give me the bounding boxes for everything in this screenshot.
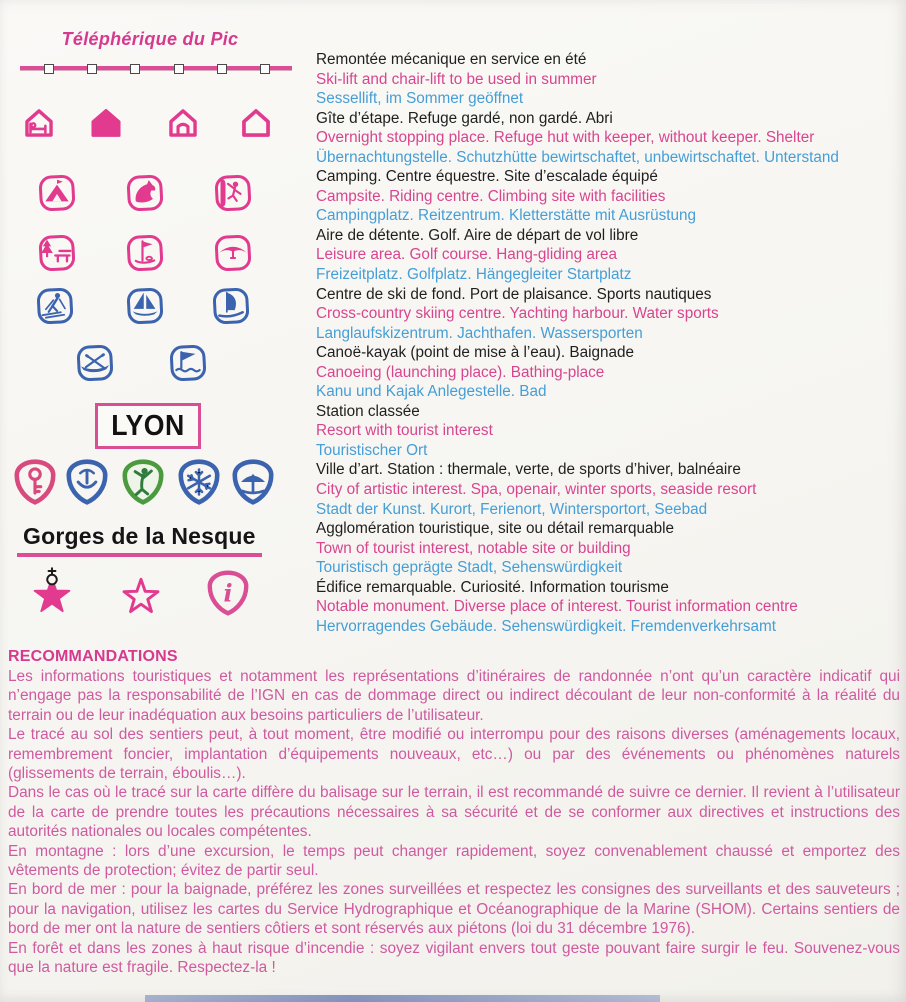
legend-line-fr: Camping. Centre équestre. Site d’escalade équipé — [316, 168, 658, 186]
legend-line-fr: Aire de détente. Golf. Aire de départ de vol libre — [316, 226, 639, 244]
legend-line-en: Canoeing (launching place). Bathing-place — [316, 363, 605, 381]
legend-line-de: Hervorragendes Gebäude. Sehenswürdigkeit. Fremdenverkehrsamt — [316, 617, 776, 635]
legend-line-fr: Ville d’art. Station : thermale, verte, de sports d’hiver, balnéaire — [316, 461, 741, 479]
legend-text-column — [316, 50, 901, 636]
golf-course-icon — [125, 232, 165, 274]
classified-resort-frame — [95, 403, 201, 449]
classified-resort-label: LYON — [111, 409, 185, 442]
scan-edge-strip — [145, 995, 660, 1002]
legend-line-de: Freizeitplatz. Golfplatz. Hängegleiter Startplatz — [316, 266, 632, 284]
svg-text:i: i — [223, 579, 233, 608]
station-verte-badge — [118, 457, 168, 507]
gite-etape-bed-house-icon — [22, 105, 56, 141]
legend-line-fr: Agglomération touristique, site ou détail remarquable — [316, 520, 674, 538]
spa-fountain-badge — [62, 457, 112, 507]
legend-line-en: Leisure area. Golf course. Hang-gliding area — [316, 246, 618, 264]
legend-line-de: Touristischer Ort — [316, 441, 428, 459]
cableway-line-icon — [20, 63, 292, 73]
legend-line-de: Campingplatz. Reitzentrum. Kletterstätte mit Ausrüstung — [316, 207, 697, 225]
cableway-pylon-icon — [174, 64, 184, 74]
hang-gliding-icon — [213, 232, 253, 274]
recommendations-paragraph: Les informations touristiques et notamment les représentations d’itinéraires de randonnée n’ont qu’un caractère indicatif qui n’engage pas la responsabilité de l’IGN en cas de dommage direct ou indirect découlant de leur non-conformité à la réalité du terrain ou de leur inadéquation aux besoins particuliers de l’utilisateur. — [8, 668, 900, 724]
recommendations-title: RECOMMANDATIONS — [8, 648, 178, 665]
recommendations-paragraph: Le tracé au sol des sentiers peut, à tout moment, être modifié ou interrompu pour des raisons diverses (aménagements locaux, remembrement foncier, implantation d’équipements nouveaux, etc…) ou par des événements ou phénomènes naturels (glissements de terrain, éboulis…). — [8, 726, 900, 783]
legend-line-de: Langlaufskizentrum. Jachthafen. Wassersporten — [316, 324, 643, 342]
refuge-garde-house-icon — [89, 105, 123, 141]
legend-line-fr: Station classée — [316, 402, 420, 420]
legend-line-de: Übernachtungstelle. Schutzhütte bewirtschaftet, unbewirtschaftet. Unterstand — [316, 148, 839, 166]
place-of-interest-star-icon — [118, 572, 164, 618]
windsurfing-icon — [211, 285, 251, 327]
legend-line-en: Town of tourist interest, notable site or building — [316, 539, 631, 557]
legend-line-en: City of artistic interest. Spa, openair, winter sports, seaside resort — [316, 481, 757, 499]
cableway-pylon-icon — [260, 64, 270, 74]
ville-art-key-badge — [10, 457, 60, 507]
legend-line-fr: Remontée mécanique en service en été — [316, 51, 587, 68]
legend-line-fr: Édifice remarquable. Curiosité. Information tourisme — [316, 578, 669, 596]
legend-line-en: Ski-lift and chair-lift to be used in summer — [316, 70, 597, 88]
legend-line-en: Overnight stopping place. Refuge hut with keeper, without keeper. Shelter — [316, 129, 815, 147]
cableway-label: Téléphérique du Pic — [61, 29, 239, 49]
cableway-pylon-icon — [87, 64, 97, 74]
riding-centre-horse-icon — [125, 172, 165, 214]
tourist-information-icon — [203, 568, 253, 618]
recommendations-paragraph: En montagne : lors d’une excursion, le temps peut changer rapidement, soyez convenablement chaussé et emportez des vêtements de protection; évitez de partir seul. — [8, 842, 900, 880]
legend-line-en: Campsite. Riding centre. Climbing site with facilities — [316, 187, 666, 205]
cableway-pylon-icon — [217, 64, 227, 74]
legend-line-de: Kanu und Kajak Anlegestelle. Bad — [316, 383, 547, 401]
climbing-site-icon — [213, 172, 253, 214]
refuge-non-garde-house-icon — [166, 105, 200, 141]
legend-line-en: Notable monument. Diverse place of interest. Tourist information centre — [316, 598, 798, 616]
abri-house-icon — [239, 105, 273, 141]
seaside-parasol-badge — [228, 457, 278, 507]
legend-line-de: Touristisch geprägte Stadt, Sehenswürdigkeit — [316, 559, 623, 577]
canoe-kayak-icon — [75, 342, 115, 384]
sailing-harbour-icon — [125, 285, 165, 327]
cableway-pylon-icon — [44, 64, 54, 74]
cableway-pylon-icon — [130, 64, 140, 74]
legend-line-de: Sessellift, im Sommer geöffnet — [316, 90, 524, 108]
legend-line-fr: Centre de ski de fond. Port de plaisance. Sports nautiques — [316, 285, 712, 303]
legend-line-fr: Gîte d’étape. Refuge gardé, non gardé. Abri — [316, 109, 613, 127]
recommendations-section — [8, 647, 900, 978]
recommendations-paragraph: Dans le cas où le tracé sur la carte diffère du balisage sur le terrain, il est recommandé de suivre ce dernier. Il revient à l’utilisateur de la carte de prendre toutes les précautions nécessaires à sa sécurité et de se conformer aux directives et instructions des autorités nationales ou locales compétentes. — [8, 784, 900, 841]
leisure-area-icon — [37, 232, 77, 274]
legend-line-fr: Canoë-kayak (point de mise à l’eau). Baignade — [316, 344, 635, 362]
legend-line-en: Resort with tourist interest — [316, 422, 493, 440]
cross-country-ski-icon — [35, 285, 75, 327]
bathing-place-icon — [168, 342, 208, 384]
notable-monument-star-icon — [28, 566, 76, 618]
recommendations-paragraph: En bord de mer : pour la baignade, préférez les zones surveillées et respectez les consignes des surveillants et des sauveteurs ; pour la navigation, utilisez les cartes du Service Hydrographique et Océanographique de la Marine (SHOM). Certains sentiers de bord de mer ont la nature de sentiers côtiers et sont réservés aux piétons (loi du 31 décembre 1976). — [8, 881, 900, 938]
winter-sports-snowflake-badge — [174, 457, 224, 507]
cableway-cable — [20, 66, 292, 70]
legend-line-de: Stadt der Kunst. Kurort, Ferienort, Wintersportort, Seebad — [316, 500, 708, 518]
camping-tent-icon — [37, 172, 77, 214]
recommendations-paragraph: En forêt et dans les zones à haut risque d’incendie : soyez vigilant envers tout geste pouvant faire surgir le feu. Souvenez-vous que la nature est fragile. Respectez-la ! — [8, 939, 900, 977]
tourist-site-name-label: Gorges de la Nesque — [17, 523, 262, 557]
legend-line-en: Cross-country skiing centre. Yachting harbour. Water sports — [316, 305, 719, 323]
